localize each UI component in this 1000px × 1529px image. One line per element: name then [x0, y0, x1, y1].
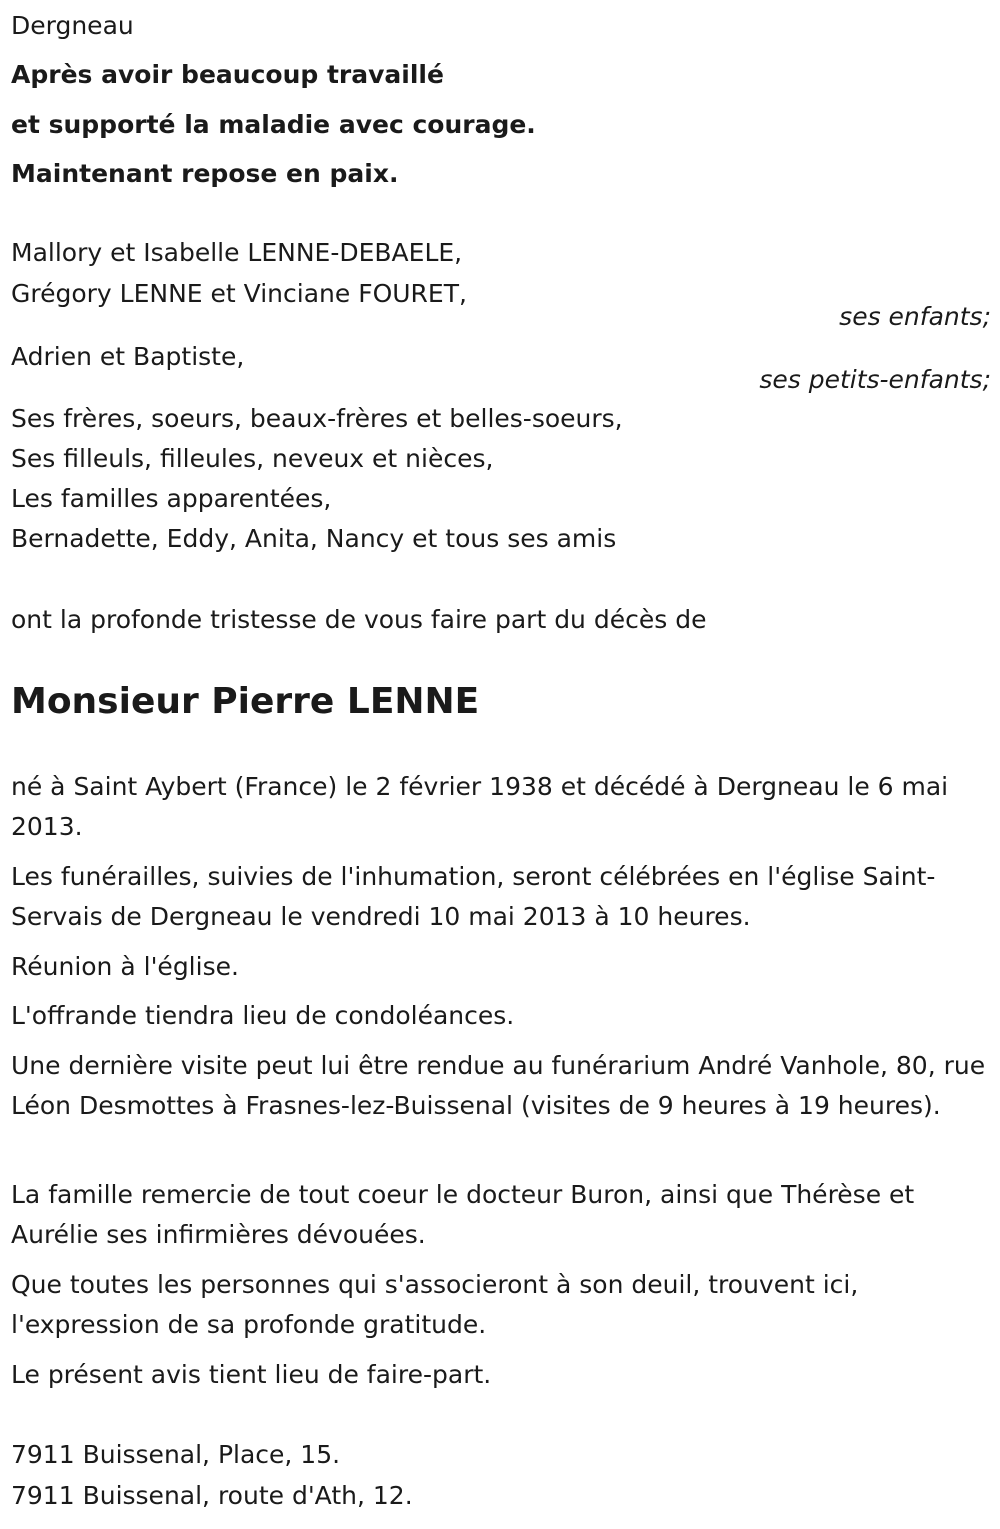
address-line-2: 7911 Buissenal, route d'Ath, 12.	[11, 1481, 413, 1510]
children-line-1: Mallory et Isabelle LENNE-DEBAELE,	[11, 238, 463, 267]
relatives-line-4: Bernadette, Eddy, Anita, Nancy et tous ses amis	[11, 524, 617, 553]
place-heading: Dergneau	[11, 11, 134, 40]
epitaph-line-2: et supporté la maladie avec courage.	[11, 110, 536, 139]
relatives-line-1: Ses frères, soeurs, beaux-frères et belles-soeurs,	[11, 404, 623, 433]
offering-paragraph: L'offrande tiendra lieu de condoléances.	[11, 1001, 515, 1030]
notice-paragraph: Le présent avis tient lieu de faire-part.	[11, 1360, 492, 1389]
grandchildren-line: Adrien et Baptiste,	[11, 342, 245, 371]
children-line-2: Grégory LENNE et Vinciane FOURET,	[11, 279, 467, 308]
announcement-text: ont la profonde tristesse de vous faire part du décès de	[11, 605, 707, 634]
children-label: ses enfants;	[839, 302, 991, 331]
deceased-name: Monsieur Pierre LENNE	[11, 681, 480, 722]
birth-death-paragraph: né à Saint Aybert (France) le 2 février 1938 et décédé à Dergneau le 6 mai 2013.	[11, 772, 949, 841]
address-line-1: 7911 Buissenal, Place, 15.	[11, 1440, 341, 1469]
relatives-line-3: Les familles apparentées,	[11, 484, 332, 513]
thanks-paragraph: La famille remercie de tout coeur le docteur Buron, ainsi que Thérèse et Aurélie ses infirmières dévouées.	[11, 1180, 915, 1249]
gratitude-paragraph: Que toutes les personnes qui s'associeront à son deuil, trouvent ici, l'expression de sa profonde gratitude.	[11, 1270, 859, 1339]
reunion-paragraph: Réunion à l'église.	[11, 952, 239, 981]
relatives-line-2: Ses filleuls, filleules, neveux et nièces,	[11, 444, 494, 473]
grandchildren-label: ses petits-enfants;	[759, 365, 991, 394]
epitaph-line-3: Maintenant repose en paix.	[11, 159, 399, 188]
visit-paragraph: Une dernière visite peut lui être rendue au funérarium André Vanhole, 80, rue Léon Desmottes à Frasnes-lez-Buissenal (visites de 9 heures à 19 heures).	[11, 1051, 986, 1120]
epitaph-line-1: Après avoir beaucoup travaillé	[11, 60, 444, 89]
funeral-paragraph: Les funérailles, suivies de l'inhumation, seront célébrées en l'église Saint-Servais de Dergneau le vendredi 10 mai 2013 à 10 heures.	[11, 862, 936, 931]
